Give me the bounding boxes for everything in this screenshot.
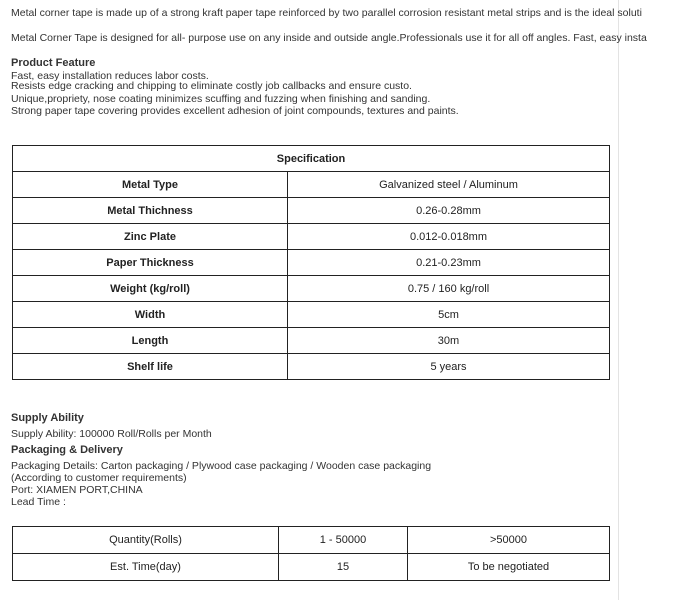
specification-table xyxy=(12,145,610,380)
table-cell: 15 xyxy=(279,554,408,581)
spec-label: Length xyxy=(13,328,288,354)
table-row xyxy=(13,302,610,328)
feature-line: Unique,propriety, nose coating minimizes scuffing and fuzzing when finishing and sanding. xyxy=(11,93,431,105)
spec-value: 0.26-0.28mm xyxy=(288,198,610,224)
spec-value: Galvanized steel / Aluminum xyxy=(288,172,610,198)
table-row xyxy=(13,224,610,250)
table-row xyxy=(13,554,610,581)
packaging-line: (According to customer requirements) xyxy=(11,472,187,484)
spec-label: Width xyxy=(13,302,288,328)
spec-header-row xyxy=(13,146,610,172)
feature-line: Fast, easy installation reduces labor costs. xyxy=(11,70,209,82)
table-header-cell: Quantity(Rolls) xyxy=(13,527,279,554)
table-header-cell: 1 - 50000 xyxy=(279,527,408,554)
spec-value: 0.75 / 160 kg/roll xyxy=(288,276,610,302)
spec-title: Specification xyxy=(13,146,610,172)
table-row xyxy=(13,328,610,354)
spec-value: 5cm xyxy=(288,302,610,328)
table-row xyxy=(13,354,610,380)
table-row xyxy=(13,198,610,224)
spec-value: 0.012-0.018mm xyxy=(288,224,610,250)
spec-value: 30m xyxy=(288,328,610,354)
spec-label: Weight (kg/roll) xyxy=(13,276,288,302)
supply-ability-heading: Supply Ability xyxy=(11,412,84,424)
spec-label: Metal Type xyxy=(13,172,288,198)
packaging-delivery-heading: Packaging & Delivery xyxy=(11,444,123,456)
spec-label: Metal Thichness xyxy=(13,198,288,224)
spec-value: 5 years xyxy=(288,354,610,380)
lead-time-label: Lead Time : xyxy=(11,496,66,508)
spec-value: 0.21-0.23mm xyxy=(288,250,610,276)
table-row xyxy=(13,250,610,276)
table-cell: Est. Time(day) xyxy=(13,554,279,581)
table-header-cell: >50000 xyxy=(408,527,610,554)
product-feature-heading: Product Feature xyxy=(11,57,96,69)
table-cell: To be negotiated xyxy=(408,554,610,581)
content-boundary-line xyxy=(618,0,619,600)
table-row xyxy=(13,172,610,198)
spec-label: Paper Thickness xyxy=(13,250,288,276)
intro-paragraph-2: Metal Corner Tape is designed for all- purpose use on any inside and outside angle.Professionals use it for all off angles. Fast, easy insta xyxy=(11,32,647,44)
packaging-line: Packaging Details: Carton packaging / Plywood case packaging / Wooden case packaging xyxy=(11,460,432,472)
table-row xyxy=(13,276,610,302)
feature-line: Resists edge cracking and chipping to eliminate costly job callbacks and ensure custo. xyxy=(11,80,412,92)
table-row xyxy=(13,527,610,554)
spec-label: Shelf life xyxy=(13,354,288,380)
intro-paragraph-1: Metal corner tape is made up of a strong kraft paper tape reinforced by two parallel corrosion resistant metal strips and is the ideal soluti xyxy=(11,7,642,19)
supply-ability-text: Supply Ability: 100000 Roll/Rolls per Month xyxy=(11,428,212,440)
spec-label: Zinc Plate xyxy=(13,224,288,250)
feature-line: Strong paper tape covering provides excellent adhesion of joint compounds, textures and paints. xyxy=(11,105,459,117)
lead-time-table xyxy=(12,526,610,581)
port-line: Port: XIAMEN PORT,CHINA xyxy=(11,484,143,496)
